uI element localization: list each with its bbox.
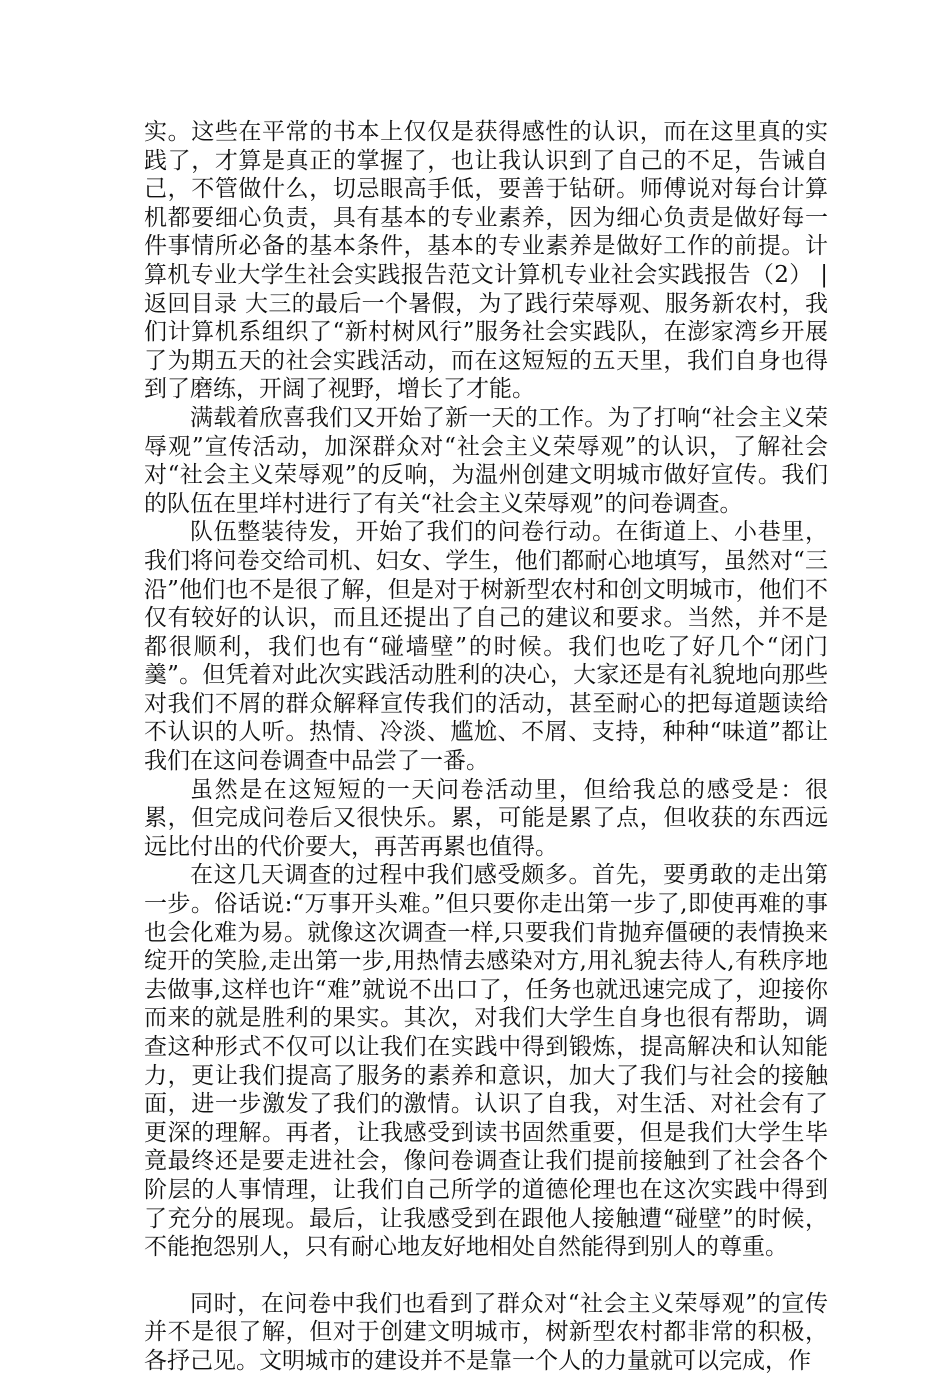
paragraph-4: 虽然是在这短短的一天问卷活动里，但给我总的感受是：很累，但完成问卷后又很快乐。累，可能是累了点，但收获的东西远远比付出的代价要大，再苦再累也值得。 bbox=[144, 776, 828, 860]
paragraph-spacer bbox=[144, 1262, 828, 1290]
paragraph-2: 满载着欣喜我们又开始了新一天的工作。为了打响“社会主义荣辱观”宣传活动，加深群众对“社会主义荣辱观”的认识，了解社会对“社会主义荣辱观”的反响，为温州创建文明城市做好宣传。我们的队伍在里垟村进行了有关“社会主义荣辱观”的问卷调查。 bbox=[144, 404, 828, 517]
paragraph-1: 实。这些在平常的书本上仅仅是获得感性的认识，而在这里真的实践了，才算是真正的掌握了，也让我认识到了自己的不足，告诫自己，不管做什么，切忌眼高手低，要善于钻研。师傅说对每台计算机都要细心负责，具有基本的专业素养，因为细心负责是做好每一件事情所必备的基本条件，基本的专业素养是做好工作的前提。计算机专业大学生社会实践报告范文计算机专业社会实践报告（2） | 返回目录 大三的最后一个暑假，为了践行荣辱观、服务新农村，我们计算机系组织了“新村树风行”服务社会实践队，在澎家湾乡开展了为期五天的社会实践活动，而在这短短的五天里，我们自身也得到了磨练，开阔了视野，增长了才能。 bbox=[144, 119, 828, 403]
paragraph-5: 在这几天调查的过程中我们感受颇多。首先，要勇敢的走出第一步。俗话说:“万事开头难。”但只要你走出第一步了,即使再难的事也会化难为易。就像这次调查一样,只要我们肯抛弃僵硬的表情换来绽开的笑脸,走出第一步,用热情去感染对方,用礼貌去待人,有秩序地去做事,这样也许“难”就说不出口了，任务也就迅速完成了，迎接你而来的就是胜利的果实。其次，对我们大学生自身也很有帮助，调查这种形式不仅可以让我们在实践中得到锻炼，提高解决和认知能力，更让我们提高了服务的素养和意识，加大了我们与社会的接触面，进一步激发了我们的激情。认识了自我，对生活、对社会有了更深的理解。再者，让我感受到读书固然重要，但是我们大学生毕竟最终还是要走进社会，像问卷调查让我们提前接触到了社会各个阶层的人事情理，让我们自己所学的道德伦理也在这次实践中得到了充分的展现。最后，让我感受到在跟他人接触遭“碰壁”的时候，不能抱怨别人，只有耐心地友好地相处自然能得到别人的尊重。 bbox=[144, 862, 828, 1261]
paragraph-6: 同时，在问卷中我们也看到了群众对“社会主义荣辱观”的宣传并不是很了解，但对于创建文明城市，树新型农村都非常的积极，各抒己见。文明城市的建设并不是靠一个人的力量就可以完成，作 bbox=[144, 1290, 828, 1374]
document-page bbox=[144, 118, 828, 1376]
paragraph-3: 队伍整装待发，开始了我们的问卷行动。在街道上、小巷里，我们将问卷交给司机、妇女、学生，他们都耐心地填写，虽然对“三沿”他们也不是很了解，但是对于树新型农村和创文明城市，他们不仅有较好的认识，而且还提出了自己的建议和要求。当然，并不是都很顺利，我们也有“碰墙壁”的时候。我们也吃了好几个“闭门羹”。但凭着对此次实践活动胜利的决心，大家还是有礼貌地向那些对我们不屑的群众解释宣传我们的活动，甚至耐心的把每道题读给不认识的人听。热情、冷淡、尴尬、不屑、支持，种种“味道”都让我们在这问卷调查中品尝了一番。 bbox=[144, 519, 828, 775]
